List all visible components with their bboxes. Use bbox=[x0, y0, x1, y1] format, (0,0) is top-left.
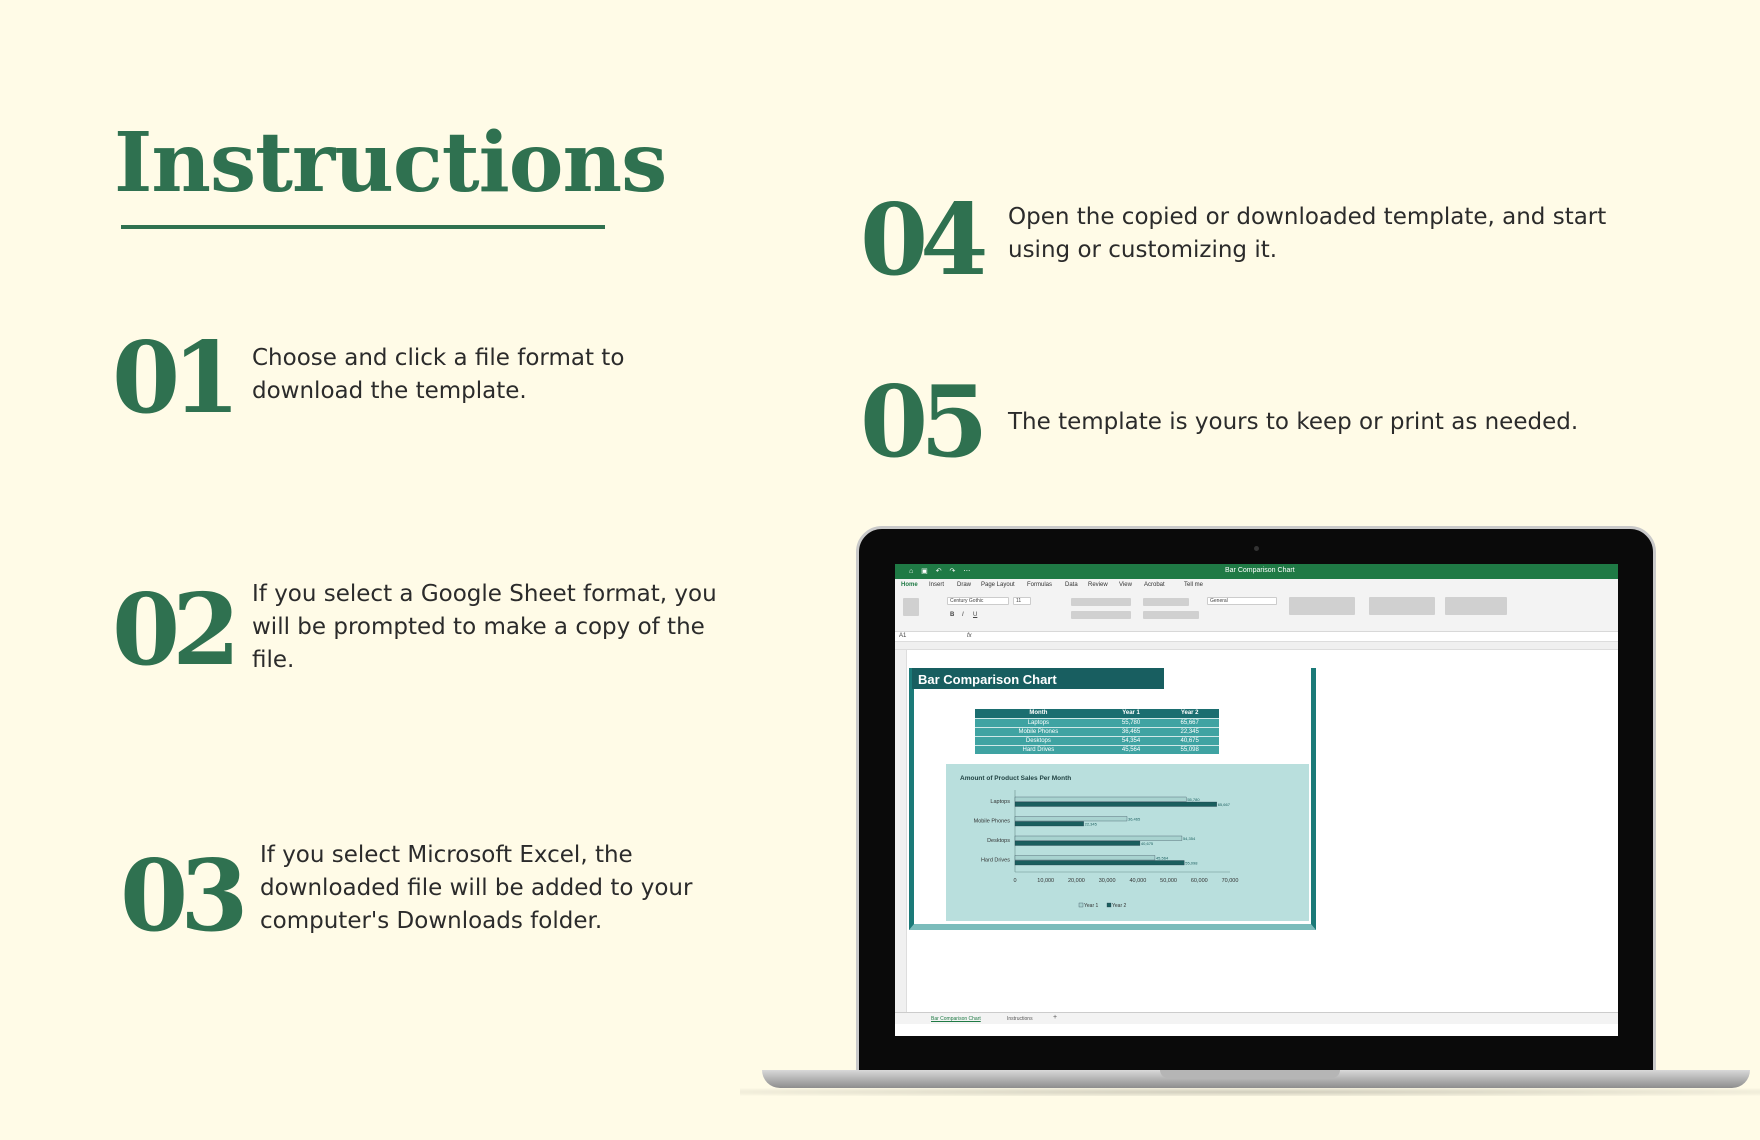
tab-tell-me[interactable]: Tell me bbox=[1184, 582, 1204, 588]
legend-swatch bbox=[1107, 903, 1111, 907]
table-cell[interactable]: 55,098 bbox=[1160, 745, 1219, 754]
tab-formulas[interactable]: Formulas bbox=[1027, 582, 1053, 588]
table-cell[interactable]: Desktops bbox=[975, 736, 1102, 745]
table-cell[interactable]: 55,780 bbox=[1102, 718, 1161, 727]
wrap-text-button[interactable] bbox=[1143, 598, 1189, 606]
quick-access-icons[interactable]: ⌂ ▣ ↶ ↷ ⋯ bbox=[909, 568, 974, 575]
tab-bar-comparison-chart[interactable]: Bar Comparison Chart bbox=[931, 1016, 981, 1022]
x-tick-label: 70,000 bbox=[1221, 878, 1239, 884]
title-underline bbox=[121, 225, 605, 229]
table-row bbox=[975, 727, 1219, 736]
ribbon-tabs bbox=[895, 579, 1618, 592]
bar-year-1 bbox=[1015, 817, 1127, 822]
x-tick-label: 0 bbox=[1013, 878, 1017, 884]
category-label: Hard Drives bbox=[980, 857, 1010, 864]
laptop-notch bbox=[1160, 1070, 1340, 1078]
table-row bbox=[975, 736, 1219, 745]
x-tick-label: 50,000 bbox=[1160, 878, 1177, 884]
data-label: 36,465 bbox=[1127, 816, 1141, 822]
x-tick-label: 10,000 bbox=[1037, 878, 1055, 884]
x-tick-label: 60,000 bbox=[1190, 878, 1208, 884]
number-format-value: General bbox=[1210, 598, 1228, 604]
legend-label: Year 2 bbox=[1112, 903, 1127, 909]
table-cell[interactable]: 40,675 bbox=[1160, 736, 1219, 745]
camera-icon bbox=[1254, 546, 1259, 551]
font-size-value: 11 bbox=[1016, 598, 1022, 604]
merge-center-button[interactable] bbox=[1143, 611, 1199, 619]
step-text-05: The template is yours to keep or print as needed. bbox=[1008, 409, 1579, 435]
bar-year-2 bbox=[1015, 861, 1184, 866]
step-text-04: Open the copied or downloaded template, and start using or customizing it. bbox=[1008, 204, 1607, 263]
editing-group[interactable] bbox=[1445, 597, 1507, 615]
table-row bbox=[975, 718, 1219, 727]
italic-icon[interactable]: I bbox=[962, 612, 964, 618]
step-text-03: If you select Microsoft Excel, the downloaded file will be added to your computer's Downloads folder. bbox=[260, 842, 693, 934]
tab-view[interactable]: View bbox=[1119, 582, 1132, 588]
data-label: 45,564 bbox=[1155, 855, 1169, 861]
tab-insert[interactable]: Insert bbox=[929, 582, 945, 588]
alignment-group[interactable] bbox=[1071, 598, 1131, 606]
data-table bbox=[975, 709, 1219, 754]
name-box[interactable]: A1 bbox=[899, 633, 907, 639]
bar-year-1 bbox=[1015, 856, 1155, 861]
bar-chart[interactable] bbox=[946, 764, 1309, 921]
data-label: 65,667 bbox=[1217, 802, 1230, 807]
step-number-05: 05 bbox=[860, 365, 981, 480]
bar-year-1 bbox=[1015, 836, 1182, 841]
excel-titlebar bbox=[895, 564, 1618, 579]
bar-year-2 bbox=[1015, 802, 1217, 807]
ribbon bbox=[895, 592, 1618, 632]
step-number-02: 02 bbox=[112, 573, 233, 688]
tab-instructions[interactable]: Instructions bbox=[1007, 1016, 1033, 1022]
step-text-01: Choose and click a file format to download the template. bbox=[252, 345, 625, 404]
bar-year-2 bbox=[1015, 822, 1084, 827]
tab-page-layout[interactable]: Page Layout bbox=[981, 582, 1015, 588]
table-header: Year 1 bbox=[1102, 709, 1161, 718]
category-label: Desktops bbox=[987, 838, 1010, 844]
cells-group[interactable] bbox=[1369, 597, 1435, 615]
table-row bbox=[975, 745, 1219, 754]
underline-icon[interactable]: U bbox=[973, 612, 978, 618]
table-cell[interactable]: 54,354 bbox=[1102, 736, 1161, 745]
bold-icon[interactable]: B bbox=[950, 612, 955, 618]
sheet-title: Bar Comparison Chart bbox=[912, 668, 1164, 689]
data-label: 40,675 bbox=[1140, 841, 1154, 846]
table-cell[interactable]: Laptops bbox=[975, 718, 1102, 727]
chart-title: Amount of Product Sales Per Month bbox=[960, 775, 1072, 782]
table-header: Month bbox=[975, 709, 1102, 718]
formula-bar bbox=[895, 632, 1618, 642]
tab-data[interactable]: Data bbox=[1065, 582, 1078, 588]
font-name-value: Century Gothic bbox=[950, 598, 984, 604]
paste-icon[interactable] bbox=[903, 598, 919, 616]
tab-acrobat[interactable]: Acrobat bbox=[1144, 582, 1165, 588]
x-tick-label: 30,000 bbox=[1098, 878, 1116, 884]
table-cell[interactable]: Hard Drives bbox=[975, 745, 1102, 754]
indent-group[interactable] bbox=[1071, 611, 1131, 619]
bar-year-1 bbox=[1015, 797, 1186, 802]
step-text-02: If you select a Google Sheet format, you will be prompted to make a copy of the file. bbox=[252, 581, 717, 673]
x-tick-label: 40,000 bbox=[1129, 878, 1147, 884]
legend-label: Year 1 bbox=[1084, 903, 1099, 909]
sheet-tabs bbox=[895, 1012, 1618, 1024]
tab-review[interactable]: Review bbox=[1088, 582, 1108, 588]
fx-icon: fx bbox=[967, 633, 972, 639]
table-cell[interactable]: 45,564 bbox=[1102, 745, 1161, 754]
category-label: Laptops bbox=[990, 799, 1010, 805]
step-number-03: 03 bbox=[120, 839, 241, 954]
bar-year-2 bbox=[1015, 841, 1140, 846]
data-label: 54,354 bbox=[1182, 836, 1196, 841]
window-title: Bar Comparison Chart bbox=[1225, 567, 1295, 574]
table-cell[interactable]: 36,465 bbox=[1102, 727, 1161, 736]
table-cell[interactable]: Mobile Phones bbox=[975, 727, 1102, 736]
step-number-04: 04 bbox=[860, 183, 981, 298]
tab-draw[interactable]: Draw bbox=[957, 582, 972, 588]
row-headers bbox=[895, 650, 907, 1020]
table-header: Year 2 bbox=[1160, 709, 1219, 718]
laptop-shadow bbox=[740, 1088, 1760, 1096]
styles-group[interactable] bbox=[1289, 597, 1355, 615]
legend-swatch bbox=[1079, 903, 1083, 907]
add-sheet-icon[interactable]: + bbox=[1053, 1014, 1058, 1021]
page-title: Instructions bbox=[114, 115, 667, 211]
table-cell[interactable]: 22,345 bbox=[1160, 727, 1219, 736]
step-number-01: 01 bbox=[112, 321, 233, 436]
data-label: 22,345 bbox=[1084, 821, 1097, 827]
x-tick-label: 20,000 bbox=[1068, 878, 1085, 884]
data-label: 55,780 bbox=[1187, 797, 1200, 802]
column-headers bbox=[895, 642, 1618, 650]
category-label: Mobile Phones bbox=[973, 818, 1010, 825]
chart-svg bbox=[946, 764, 1309, 921]
table-cell[interactable]: 65,667 bbox=[1160, 718, 1219, 727]
data-label: 55,098 bbox=[1185, 860, 1198, 866]
excel-window bbox=[895, 564, 1618, 1036]
tab-home[interactable]: Home bbox=[901, 582, 918, 588]
